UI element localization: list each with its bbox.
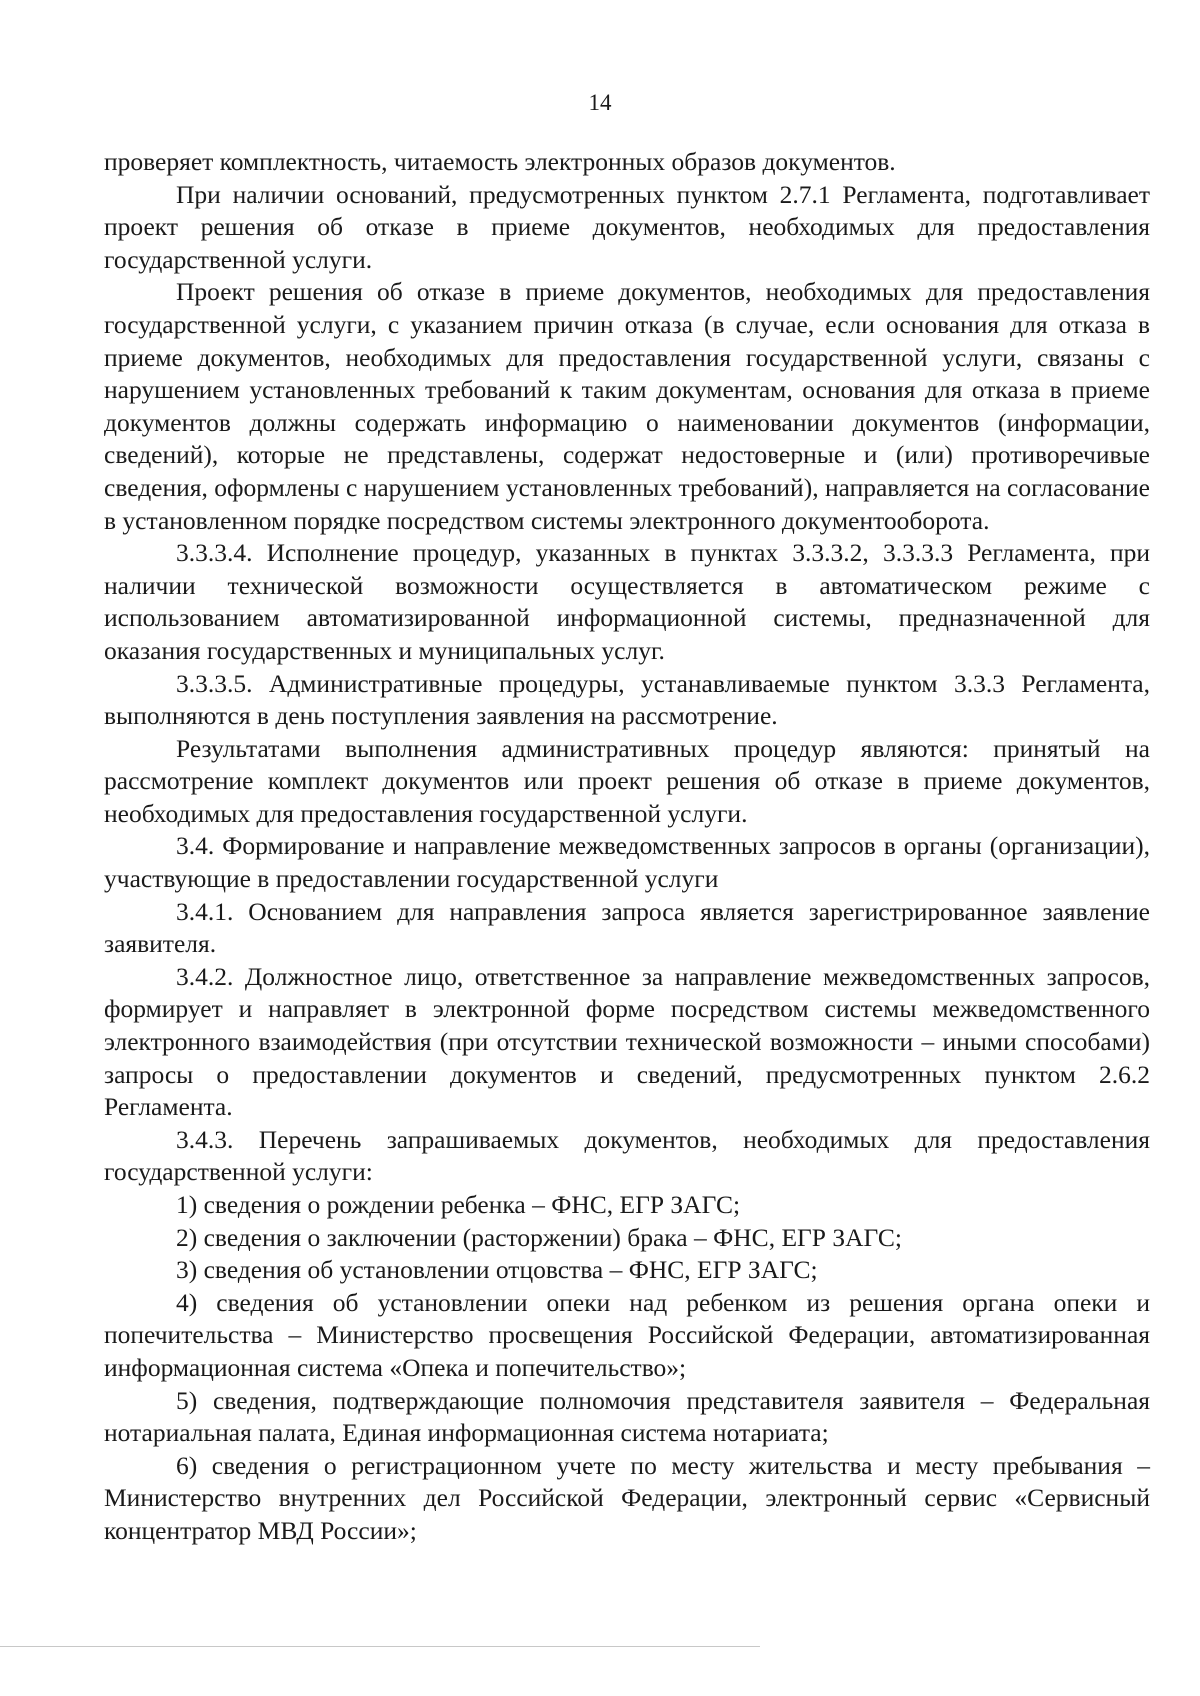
paragraph-3-4-3: 3.4.3. Перечень запрашиваемых документов, необходимых для предоставления государственной услуги: (104, 1124, 1150, 1187)
paragraph-results: Результатами выполнения административных процедур являются: принятый на рассмотрение комплект документов или проект решения об отказе в приеме документов, необходимых для предоставления государственной услуги. (104, 733, 1150, 828)
list-item-5: 5) сведения, подтверждающие полномочия представителя заявителя – Федеральная нотариальная палата, Единая информационная система нотариата; (104, 1385, 1150, 1448)
list-item-3: 3) сведения об установлении отцовства – ФНС, ЕГР ЗАГС; (176, 1255, 818, 1285)
paragraph-3-3-3-4: 3.3.3.4. Исполнение процедур, указанных в пунктах 3.3.3.2, 3.3.3.3 Регламента, при наличии технической возможности осуществляется в автоматическом режиме с использованием автоматизированной информационной системы, предназначенной для оказания государственных и муниципальных услуг. (104, 538, 1150, 665)
document-body (104, 146, 1150, 1548)
section-3-4-heading: 3.4. Формирование и направление межведомственных запросов в органы (организации), участвующие в предоставлении государственной услуги (104, 831, 1150, 894)
paragraph-2: При наличии оснований, предусмотренных пунктом 2.7.1 Регламента, подготавливает проект решения об отказе в приеме документов, необходимых для предоставления государственной услуги. (104, 179, 1150, 274)
list-item-4: 4) сведения об установлении опеки над ребенком из решения органа опеки и попечительства – Министерство просвещения Российской Федерации, автоматизированная информационная система «Опека и попечительство»; (104, 1287, 1150, 1382)
page-number: 14 (588, 90, 612, 115)
list-item-1: 1) сведения о рождении ребенка – ФНС, ЕГР ЗАГС; (176, 1190, 741, 1219)
paragraph-3-4-2: 3.4.2. Должностное лицо, ответственное за направление межведомственных запросов, формирует и направляет в электронной форме посредством системы межведомственного электронного взаимодействия (при отсутствии технической возможности – иными способами) запросы о предоставлении документов и сведений, предусмотренных пунктом 2.6.2 Регламента. (104, 961, 1150, 1122)
paragraph-1: проверяет комплектность, читаемость электронных образов документов. (104, 147, 896, 176)
scan-artifact-line (0, 1646, 760, 1647)
list-item-6: 6) сведения о регистрационном учете по месту жительства и месту пребывания – Министерство внутренних дел Российской Федерации, электронный сервис «Сервисный концентратор МВД России»; (104, 1450, 1150, 1545)
paragraph-3-3-3-5: 3.3.3.5. Административные процедуры, устанавливаемые пунктом 3.3.3 Регламента, выполняются в день поступления заявления на рассмотрение. (104, 668, 1150, 731)
paragraph-3: Проект решения об отказе в приеме документов, необходимых для предоставления государственной услуги, с указанием причин отказа (в случае, если основания для отказа в приеме документов, необходимых для предоставления государственной услуги, связаны с нарушением установленных требований к таким документам, основания для отказа в приеме документов должны содержать информацию о наименовании документов (информации, сведений), которые не представлены, содержат недостоверные и (или) противоречивые сведения, оформлены с нарушением установленных требований), направляется на согласование в установленном порядке посредством системы электронного документооборота. (104, 277, 1150, 535)
paragraph-3-4-1: 3.4.1. Основанием для направления запроса является зарегистрированное заявление заявителя. (104, 896, 1150, 959)
list-item-2: 2) сведения о заключении (расторжении) брака – ФНС, ЕГР ЗАГС; (176, 1222, 903, 1252)
